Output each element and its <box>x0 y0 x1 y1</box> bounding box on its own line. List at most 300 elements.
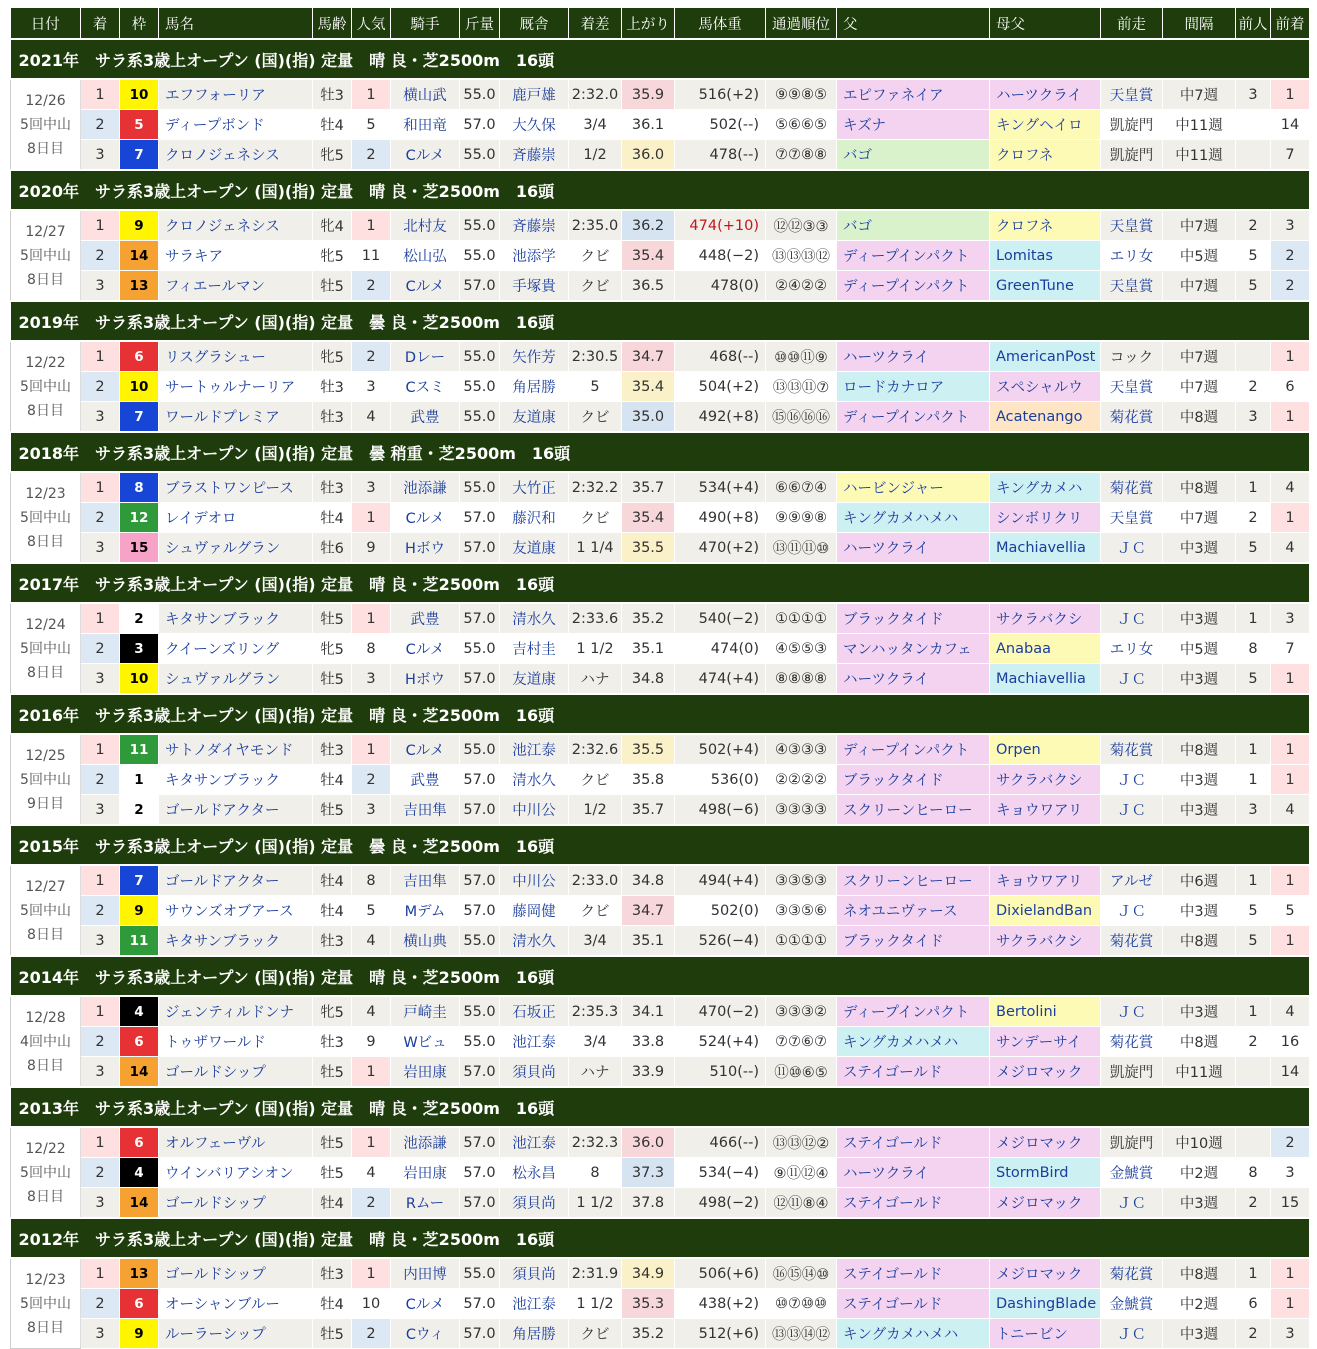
horse-name-link[interactable]: キタサンブラック <box>159 603 313 634</box>
previous-race-link[interactable]: ＪＣ <box>1101 795 1163 826</box>
previous-race-link[interactable]: アルゼ <box>1101 865 1163 896</box>
previous-race-link[interactable]: 天皇賞 <box>1101 503 1163 533</box>
column-header-sire[interactable]: 父 <box>837 8 990 39</box>
broodmare-sire-link[interactable]: GreenTune <box>990 271 1101 302</box>
horse-name-link[interactable]: ゴールドシップ <box>159 1188 313 1219</box>
jockey-link[interactable]: Cルメ <box>391 1289 460 1319</box>
result-row <box>11 1057 1310 1088</box>
last-3f-time: 34.1 <box>622 996 675 1027</box>
column-header-pop[interactable]: 人気 <box>352 8 391 39</box>
jockey-link[interactable]: 武豊 <box>391 603 460 634</box>
column-header-interval[interactable]: 間隔 <box>1163 8 1236 39</box>
horse-name-link[interactable]: シュヴァルグラン <box>159 664 313 695</box>
race-date: 12/23 <box>25 485 66 502</box>
weight-carried: 57.0 <box>460 1289 500 1319</box>
horse-name-link[interactable]: キタサンブラック <box>159 765 313 795</box>
jockey-link[interactable]: Hボウ <box>391 664 460 695</box>
jockey-link[interactable]: 戸崎圭 <box>391 996 460 1027</box>
column-header-age[interactable]: 馬齢 <box>313 8 352 39</box>
margin: 3/4 <box>569 110 622 140</box>
column-header-weight[interactable]: 馬体重 <box>675 8 766 39</box>
weight-carried: 55.0 <box>460 996 500 1027</box>
passing-order: ④③③③ <box>766 734 837 765</box>
trainer-link[interactable]: 角居勝 <box>500 1319 569 1349</box>
previous-finish: 4 <box>1271 472 1310 503</box>
last-3f-time: 33.8 <box>622 1027 675 1057</box>
horse-name-link[interactable]: フィエールマン <box>159 271 313 302</box>
post-number-badge: 6 <box>120 1027 159 1057</box>
broodmare-sire-link[interactable]: キョウワアリ <box>990 795 1101 826</box>
previous-race-link[interactable]: 天皇賞 <box>1101 372 1163 402</box>
broodmare-sire-link[interactable]: メジロマック <box>990 1258 1101 1289</box>
trainer-link[interactable]: 池江泰 <box>500 1127 569 1158</box>
column-header-margin[interactable]: 着差 <box>569 8 622 39</box>
jockey-link[interactable]: Cルメ <box>391 634 460 664</box>
jockey-link[interactable]: 武豊 <box>391 402 460 433</box>
broodmare-sire-link[interactable]: DixielandBan <box>990 896 1101 926</box>
margin: クビ <box>569 896 622 926</box>
horse-name-link[interactable]: ジェンティルドンナ <box>159 996 313 1027</box>
last-3f-time: 36.5 <box>622 271 675 302</box>
broodmare-sire-link[interactable]: メジロマック <box>990 1127 1101 1158</box>
trainer-link[interactable]: 池江泰 <box>500 1289 569 1319</box>
sire-link[interactable]: ハービンジャー <box>837 472 990 503</box>
previous-popularity: 5 <box>1236 896 1271 926</box>
previous-race-link[interactable]: 菊花賞 <box>1101 472 1163 503</box>
last-3f-time: 34.7 <box>622 896 675 926</box>
jockey-link[interactable]: 吉田隼 <box>391 865 460 896</box>
finish-position: 2 <box>81 241 120 271</box>
jockey-link[interactable]: 横山典 <box>391 926 460 957</box>
column-header-pfin[interactable]: 前着 <box>1271 8 1310 39</box>
sire-link[interactable]: ディープインパクト <box>837 402 990 433</box>
trainer-link[interactable]: 松永昌 <box>500 1158 569 1188</box>
weight-carried: 55.0 <box>460 1027 500 1057</box>
trainer-link[interactable]: 池江泰 <box>500 1027 569 1057</box>
popularity: 2 <box>352 140 391 171</box>
weight-carried: 55.0 <box>460 402 500 433</box>
sire-link[interactable]: キングカメハメハ <box>837 1319 990 1349</box>
last-3f-time: 37.3 <box>622 1158 675 1188</box>
trainer-link[interactable]: 矢作芳 <box>500 341 569 372</box>
previous-race-link[interactable]: ＪＣ <box>1101 996 1163 1027</box>
trainer-link[interactable]: 大竹正 <box>500 472 569 503</box>
race-meet: 5回中山 <box>20 902 71 919</box>
broodmare-sire-link[interactable]: シンボリクリ <box>990 503 1101 533</box>
sire-link[interactable]: ブラックタイド <box>837 603 990 634</box>
previous-finish: 7 <box>1271 140 1310 171</box>
passing-order: ②④②② <box>766 271 837 302</box>
horse-name-link[interactable]: ゴールドシップ <box>159 1057 313 1088</box>
jockey-link[interactable]: Cルメ <box>391 503 460 533</box>
column-header-stable[interactable]: 厩舎 <box>500 8 569 39</box>
trainer-link[interactable]: 鹿戸雄 <box>500 79 569 110</box>
broodmare-sire-link[interactable]: キョウワアリ <box>990 865 1101 896</box>
race-date: 12/24 <box>25 616 66 633</box>
popularity: 2 <box>352 1188 391 1219</box>
sire-link[interactable]: ステイゴールド <box>837 1188 990 1219</box>
horse-name-link[interactable]: クイーンズリング <box>159 634 313 664</box>
jockey-link[interactable]: 池添謙 <box>391 1127 460 1158</box>
sire-link[interactable]: ハーツクライ <box>837 664 990 695</box>
jockey-link[interactable]: Rムー <box>391 1188 460 1219</box>
sire-link[interactable]: キズナ <box>837 110 990 140</box>
broodmare-sire-link[interactable]: AmericanPost <box>990 341 1101 372</box>
result-row <box>11 241 1310 271</box>
horse-age-sex: 牡5 <box>313 1127 352 1158</box>
margin: 2:32.0 <box>569 79 622 110</box>
column-header-pass[interactable]: 通過順位 <box>766 8 837 39</box>
passing-order: ③③③② <box>766 996 837 1027</box>
post-number-badge: 11 <box>120 926 159 957</box>
broodmare-sire-link[interactable]: サクラバクシ <box>990 603 1101 634</box>
horse-name-link[interactable]: エフフォーリア <box>159 79 313 110</box>
jockey-link[interactable]: Mデム <box>391 896 460 926</box>
popularity: 3 <box>352 372 391 402</box>
sire-link[interactable]: スクリーンヒーロー <box>837 795 990 826</box>
last-3f-time: 35.7 <box>622 472 675 503</box>
margin: クビ <box>569 271 622 302</box>
trainer-link[interactable]: 池添学 <box>500 241 569 271</box>
trainer-link[interactable]: 中川公 <box>500 795 569 826</box>
sire-link[interactable]: ロードカナロア <box>837 372 990 402</box>
broodmare-sire-link[interactable]: Machiavellia <box>990 533 1101 564</box>
result-row <box>11 210 1310 241</box>
result-row <box>11 865 1310 896</box>
previous-race-link[interactable]: エリ女 <box>1101 634 1163 664</box>
horse-name-link[interactable]: キタサンブラック <box>159 926 313 957</box>
trainer-link[interactable]: 大久保 <box>500 110 569 140</box>
previous-race-link[interactable]: 菊花賞 <box>1101 1258 1163 1289</box>
finish-position: 2 <box>81 1158 120 1188</box>
horse-age-sex: 牡5 <box>313 271 352 302</box>
passing-order: ④⑤⑤③ <box>766 634 837 664</box>
trainer-link[interactable]: 藤沢和 <box>500 503 569 533</box>
trainer-link[interactable]: 斉藤崇 <box>500 210 569 241</box>
trainer-link[interactable]: 池江泰 <box>500 734 569 765</box>
horse-name-link[interactable]: レイデオロ <box>159 503 313 533</box>
jockey-link[interactable]: 岩田康 <box>391 1057 460 1088</box>
sire-link[interactable]: ブラックタイド <box>837 926 990 957</box>
broodmare-sire-link[interactable]: Bertolini <box>990 996 1101 1027</box>
sire-link[interactable]: ディープインパクト <box>837 271 990 302</box>
horse-age-sex: 牡3 <box>313 1258 352 1289</box>
trainer-link[interactable]: 角居勝 <box>500 372 569 402</box>
popularity: 8 <box>352 865 391 896</box>
sire-link[interactable]: ディープインパクト <box>837 734 990 765</box>
sire-link[interactable]: ステイゴールド <box>837 1127 990 1158</box>
sire-link[interactable]: ハーツクライ <box>837 1158 990 1188</box>
horse-name-link[interactable]: クロノジェネシス <box>159 210 313 241</box>
popularity: 1 <box>352 1258 391 1289</box>
previous-popularity: 1 <box>1236 734 1271 765</box>
race-day: 8日目 <box>27 1188 64 1205</box>
previous-popularity <box>1236 1057 1271 1088</box>
post-number-badge: 2 <box>120 795 159 826</box>
horse-name-link[interactable]: サラキア <box>159 241 313 271</box>
horse-age-sex: 牝5 <box>313 996 352 1027</box>
sire-link[interactable]: ブラックタイド <box>837 765 990 795</box>
broodmare-sire-link[interactable]: メジロマック <box>990 1057 1101 1088</box>
result-row <box>11 1127 1310 1158</box>
margin: 1 1/4 <box>569 533 622 564</box>
race-meet: 5回中山 <box>20 116 71 133</box>
race-header-row <box>11 170 1310 210</box>
last-3f-time: 34.7 <box>622 341 675 372</box>
previous-race-link[interactable]: ＪＣ <box>1101 603 1163 634</box>
result-row <box>11 1188 1310 1219</box>
previous-race-link[interactable]: 天皇賞 <box>1101 79 1163 110</box>
trainer-link[interactable]: 斉藤崇 <box>500 140 569 171</box>
sire-link[interactable]: スクリーンヒーロー <box>837 865 990 896</box>
horse-age-sex: 牡5 <box>313 664 352 695</box>
previous-race-link[interactable]: ＪＣ <box>1101 1188 1163 1219</box>
column-header-prev[interactable]: 前走 <box>1101 8 1163 39</box>
passing-order: ⑫⑪⑧④ <box>766 1188 837 1219</box>
sire-link[interactable]: ステイゴールド <box>837 1289 990 1319</box>
passing-order: ⑧⑧⑧⑧ <box>766 664 837 695</box>
sire-link[interactable]: ハーツクライ <box>837 533 990 564</box>
sire-link[interactable]: ステイゴールド <box>837 1057 990 1088</box>
horse-name-link[interactable]: ディープボンド <box>159 110 313 140</box>
trainer-link[interactable]: 石坂正 <box>500 996 569 1027</box>
previous-race-link[interactable]: ＪＣ <box>1101 664 1163 695</box>
horse-name-link[interactable]: ワールドプレミア <box>159 402 313 433</box>
previous-race-link[interactable]: 菊花賞 <box>1101 926 1163 957</box>
race-interval: 中7週 <box>1163 503 1236 533</box>
horse-name-link[interactable]: オーシャンブルー <box>159 1289 313 1319</box>
finish-position: 3 <box>81 795 120 826</box>
finish-position: 2 <box>81 896 120 926</box>
popularity: 2 <box>352 1319 391 1349</box>
popularity: 9 <box>352 533 391 564</box>
previous-race-link[interactable]: エリ女 <box>1101 241 1163 271</box>
horse-name-link[interactable]: リスグラシュー <box>159 341 313 372</box>
column-header-bms[interactable]: 母父 <box>990 8 1101 39</box>
weight-carried: 55.0 <box>460 79 500 110</box>
previous-finish: 16 <box>1271 1027 1310 1057</box>
last-3f-time: 36.0 <box>622 140 675 171</box>
race-title: 2019年 サラ系3歳上オープン (国)(指) 定量 曇 良・芝2500m 16頭 <box>11 301 1310 341</box>
jockey-link[interactable]: Dレー <box>391 341 460 372</box>
jockey-link[interactable]: 岩田康 <box>391 1158 460 1188</box>
finish-position: 1 <box>81 1258 120 1289</box>
margin: ハナ <box>569 1057 622 1088</box>
result-row <box>11 795 1310 826</box>
body-weight: 470(+2) <box>675 533 766 564</box>
result-row <box>11 734 1310 765</box>
popularity: 4 <box>352 996 391 1027</box>
previous-race-link[interactable]: 菊花賞 <box>1101 734 1163 765</box>
previous-race-link[interactable]: 菊花賞 <box>1101 402 1163 433</box>
sire-link[interactable]: キングカメハメハ <box>837 503 990 533</box>
broodmare-sire-link[interactable]: Lomitas <box>990 241 1101 271</box>
sire-link[interactable]: バゴ <box>837 140 990 171</box>
weight-carried: 57.0 <box>460 533 500 564</box>
jockey-link[interactable]: 和田竜 <box>391 110 460 140</box>
result-row <box>11 926 1310 957</box>
column-header-up[interactable]: 上がり <box>622 8 675 39</box>
post-number-badge: 15 <box>120 533 159 564</box>
previous-race-link[interactable]: 天皇賞 <box>1101 271 1163 302</box>
sire-link[interactable]: ステイゴールド <box>837 1258 990 1289</box>
column-header-pos[interactable]: 着 <box>81 8 120 39</box>
sire-link[interactable]: ハーツクライ <box>837 341 990 372</box>
trainer-link[interactable]: 清水久 <box>500 765 569 795</box>
trainer-link[interactable]: 清水久 <box>500 603 569 634</box>
column-header-jockey[interactable]: 騎手 <box>391 8 460 39</box>
trainer-link[interactable]: 藤岡健 <box>500 896 569 926</box>
race-title: 2021年 サラ系3歳上オープン (国)(指) 定量 晴 良・芝2500m 16頭 <box>11 39 1310 79</box>
horse-name-link[interactable]: サウンズオブアース <box>159 896 313 926</box>
weight-carried: 57.0 <box>460 1127 500 1158</box>
horse-name-link[interactable]: ゴールドシップ <box>159 1258 313 1289</box>
column-header-date[interactable]: 日付 <box>11 8 81 39</box>
popularity: 4 <box>352 1158 391 1188</box>
post-number-badge: 14 <box>120 1057 159 1088</box>
race-meet: 5回中山 <box>20 247 71 264</box>
horse-age-sex: 牝5 <box>313 341 352 372</box>
jockey-link[interactable]: Cルメ <box>391 734 460 765</box>
jockey-link[interactable]: Cルメ <box>391 140 460 171</box>
trainer-link[interactable]: 須貝尚 <box>500 1258 569 1289</box>
horse-name-link[interactable]: ウインバリアシオン <box>159 1158 313 1188</box>
race-interval: 中8週 <box>1163 402 1236 433</box>
race-interval: 中2週 <box>1163 1158 1236 1188</box>
jockey-link[interactable]: 松山弘 <box>391 241 460 271</box>
horse-age-sex: 牝5 <box>313 241 352 271</box>
column-header-waku[interactable]: 枠 <box>120 8 159 39</box>
previous-race-link[interactable]: ＪＣ <box>1101 896 1163 926</box>
previous-popularity: 5 <box>1236 271 1271 302</box>
passing-order: ⑮⑯⑯⑯ <box>766 402 837 433</box>
horse-name-link[interactable]: クロノジェネシス <box>159 140 313 171</box>
margin: ハナ <box>569 664 622 695</box>
broodmare-sire-link[interactable]: Orpen <box>990 734 1101 765</box>
race-interval: 中6週 <box>1163 865 1236 896</box>
horse-name-link[interactable]: トゥザワールド <box>159 1027 313 1057</box>
sire-link[interactable]: バゴ <box>837 210 990 241</box>
horse-name-link[interactable]: ブラストワンピース <box>159 472 313 503</box>
race-date: 12/27 <box>25 878 66 895</box>
trainer-link[interactable]: 手塚貴 <box>500 271 569 302</box>
previous-race-link[interactable]: 金鯱賞 <box>1101 1289 1163 1319</box>
sire-link[interactable]: ディープインパクト <box>837 241 990 271</box>
trainer-link[interactable]: 須貝尚 <box>500 1188 569 1219</box>
previous-race-link[interactable]: 菊花賞 <box>1101 1027 1163 1057</box>
margin: 2:30.5 <box>569 341 622 372</box>
previous-race-link[interactable]: ＪＣ <box>1101 765 1163 795</box>
broodmare-sire-link[interactable]: メジロマック <box>990 1188 1101 1219</box>
popularity: 5 <box>352 110 391 140</box>
broodmare-sire-link[interactable]: トニービン <box>990 1319 1101 1349</box>
sire-link[interactable]: エピファネイア <box>837 79 990 110</box>
broodmare-sire-link[interactable]: Machiavellia <box>990 664 1101 695</box>
broodmare-sire-link[interactable]: クロフネ <box>990 140 1101 171</box>
previous-race-link[interactable]: 金鯱賞 <box>1101 1158 1163 1188</box>
margin: 2:31.9 <box>569 1258 622 1289</box>
previous-race-link[interactable]: ＪＣ <box>1101 533 1163 564</box>
broodmare-sire-link[interactable]: キングヘイロ <box>990 110 1101 140</box>
race-interval: 中8週 <box>1163 734 1236 765</box>
post-number-badge: 10 <box>120 372 159 402</box>
broodmare-sire-link[interactable]: スペシャルウ <box>990 372 1101 402</box>
broodmare-sire-link[interactable]: ハーツクライ <box>990 79 1101 110</box>
column-header-ppop[interactable]: 前人 <box>1236 8 1271 39</box>
broodmare-sire-link[interactable]: クロフネ <box>990 210 1101 241</box>
horse-name-link[interactable]: サートゥルナーリア <box>159 372 313 402</box>
jockey-link[interactable]: Cウィ <box>391 1319 460 1349</box>
sire-link[interactable]: キングカメハメハ <box>837 1027 990 1057</box>
race-date-cell <box>11 1127 81 1218</box>
jockey-link[interactable]: 武豊 <box>391 765 460 795</box>
trainer-link[interactable]: 友道康 <box>500 402 569 433</box>
jockey-link[interactable]: 北村友 <box>391 210 460 241</box>
broodmare-sire-link[interactable]: サクラバクシ <box>990 765 1101 795</box>
trainer-link[interactable]: 友道康 <box>500 664 569 695</box>
broodmare-sire-link[interactable]: DashingBlade <box>990 1289 1101 1319</box>
jockey-link[interactable]: Hボウ <box>391 533 460 564</box>
broodmare-sire-link[interactable]: Acatenango <box>990 402 1101 433</box>
trainer-link[interactable]: 友道康 <box>500 533 569 564</box>
horse-name-link[interactable]: シュヴァルグラン <box>159 533 313 564</box>
horse-name-link[interactable]: ルーラーシップ <box>159 1319 313 1349</box>
trainer-link[interactable]: 吉村圭 <box>500 634 569 664</box>
last-3f-time: 35.1 <box>622 634 675 664</box>
finish-position: 3 <box>81 1057 120 1088</box>
trainer-link[interactable]: 須貝尚 <box>500 1057 569 1088</box>
trainer-link[interactable]: 中川公 <box>500 865 569 896</box>
jockey-link[interactable]: Cルメ <box>391 271 460 302</box>
previous-race-link[interactable]: 天皇賞 <box>1101 210 1163 241</box>
broodmare-sire-link[interactable]: サンデーサイ <box>990 1027 1101 1057</box>
jockey-link[interactable]: 吉田隼 <box>391 795 460 826</box>
margin: 1 1/2 <box>569 1188 622 1219</box>
broodmare-sire-link[interactable]: サクラバクシ <box>990 926 1101 957</box>
last-3f-time: 34.8 <box>622 664 675 695</box>
horse-name-link[interactable]: サトノダイヤモンド <box>159 734 313 765</box>
broodmare-sire-link[interactable]: Anabaa <box>990 634 1101 664</box>
passing-order: ⑫⑫③③ <box>766 210 837 241</box>
trainer-link[interactable]: 清水久 <box>500 926 569 957</box>
race-header-row <box>11 432 1310 472</box>
passing-order: ⑯⑮⑭⑩ <box>766 1258 837 1289</box>
broodmare-sire-link[interactable]: キングカメハ <box>990 472 1101 503</box>
previous-race-link[interactable]: ＪＣ <box>1101 1319 1163 1349</box>
jockey-link[interactable]: 内田博 <box>391 1258 460 1289</box>
race-date-cell <box>11 734 81 825</box>
jockey-link[interactable]: Cスミ <box>391 372 460 402</box>
column-header-kin[interactable]: 斤量 <box>460 8 500 39</box>
jockey-link[interactable]: 横山武 <box>391 79 460 110</box>
sire-link[interactable]: マンハッタンカフェ <box>837 634 990 664</box>
race-interval: 中7週 <box>1163 79 1236 110</box>
broodmare-sire-link[interactable]: StormBird <box>990 1158 1101 1188</box>
sire-link[interactable]: ディープインパクト <box>837 996 990 1027</box>
previous-popularity: 3 <box>1236 79 1271 110</box>
jockey-link[interactable]: 池添謙 <box>391 472 460 503</box>
column-header-name[interactable]: 馬名 <box>159 8 313 39</box>
jockey-link[interactable]: Wビュ <box>391 1027 460 1057</box>
horse-name-link[interactable]: ゴールドアクター <box>159 795 313 826</box>
horse-age-sex: 牡5 <box>313 795 352 826</box>
sire-link[interactable]: ネオユニヴァース <box>837 896 990 926</box>
horse-name-link[interactable]: オルフェーヴル <box>159 1127 313 1158</box>
margin: 2:35.3 <box>569 996 622 1027</box>
popularity: 2 <box>352 765 391 795</box>
horse-name-link[interactable]: ゴールドアクター <box>159 865 313 896</box>
previous-finish: 1 <box>1271 865 1310 896</box>
